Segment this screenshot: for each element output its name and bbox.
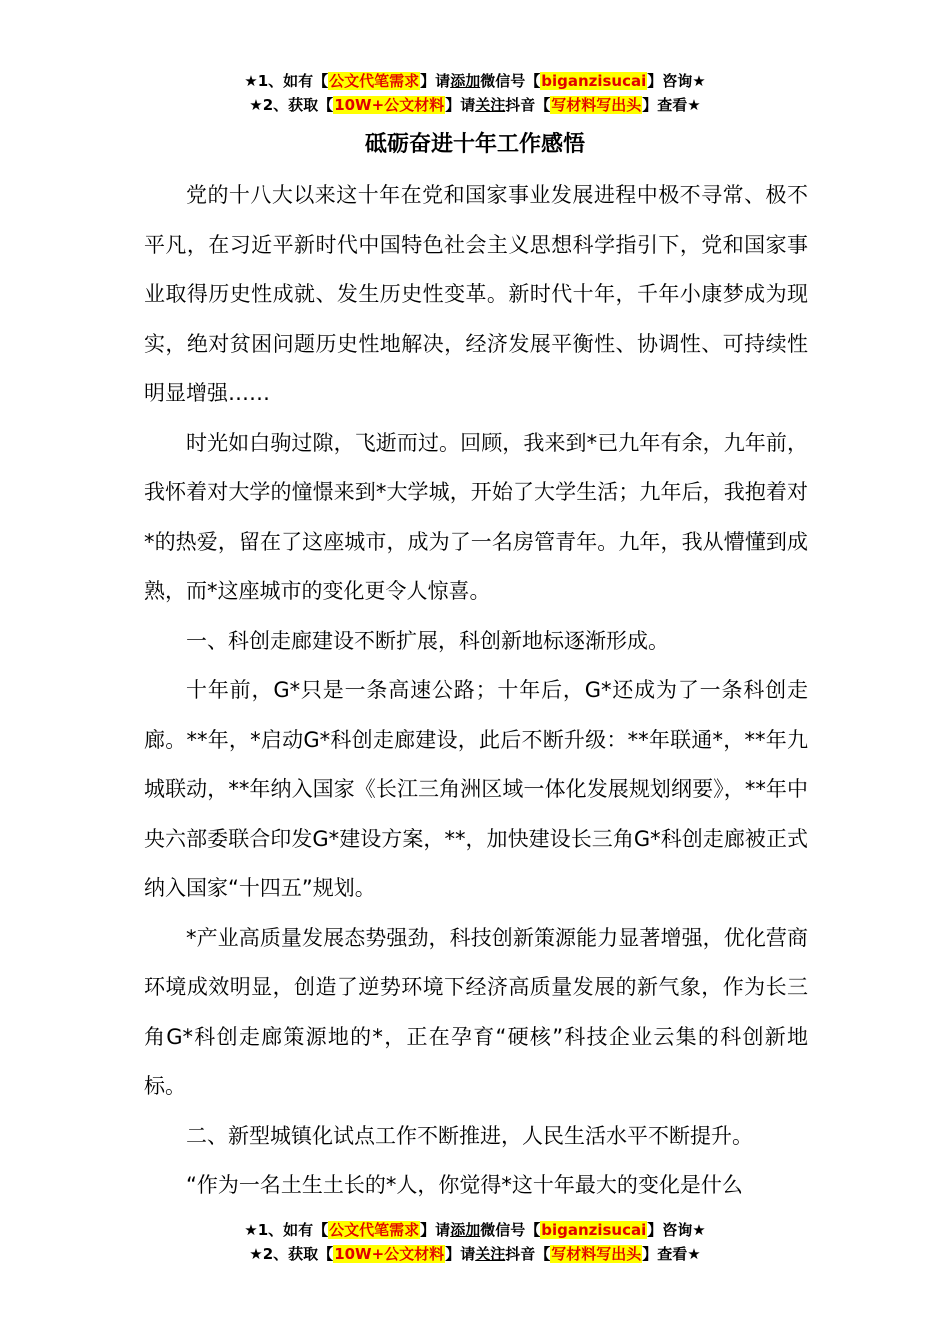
banner-text: 】请 xyxy=(420,72,451,90)
banner-highlight: 10W+公文材料 xyxy=(334,1245,445,1263)
banner-line-2 xyxy=(0,1242,950,1266)
banner-line-1 xyxy=(0,69,950,93)
banner-text: ★1、如有【 xyxy=(244,72,329,90)
banner-highlight: 写材料写出头 xyxy=(551,96,642,114)
banner-text: ★2、获取【 xyxy=(249,1245,334,1263)
header-banner xyxy=(0,69,950,117)
banner-line-1 xyxy=(0,1218,950,1242)
banner-text: 】查看★ xyxy=(642,96,701,114)
banner-text: 微信号【 xyxy=(480,1221,541,1239)
banner-highlight: 10W+公文材料 xyxy=(334,96,445,114)
banner-underlined: 添加 xyxy=(450,72,481,90)
banner-text: 】请 xyxy=(445,1245,476,1263)
banner-line-2 xyxy=(0,93,950,117)
banner-text: 抖音【 xyxy=(505,1245,551,1263)
banner-text: 】咨询★ xyxy=(647,72,706,90)
document-title: 砥砺奋进十年工作感悟 xyxy=(364,132,585,157)
section-heading: 二、新型城镇化试点工作不断推进，人民生活水平不断提升。 xyxy=(186,1123,753,1148)
banner-highlight: 公文代笔需求 xyxy=(329,1221,420,1239)
banner-text: 】请 xyxy=(445,96,476,114)
banner-text: ★1、如有【 xyxy=(244,1221,329,1239)
banner-text: 抖音【 xyxy=(505,96,551,114)
footer-banner xyxy=(0,1218,950,1266)
banner-underlined: 关注 xyxy=(475,1245,506,1263)
banner-highlight: biganzisucai xyxy=(541,72,647,90)
banner-text: 】查看★ xyxy=(642,1245,701,1263)
banner-highlight: 写材料写出头 xyxy=(551,1245,642,1263)
banner-text: 】请 xyxy=(420,1221,451,1239)
banner-text: 】咨询★ xyxy=(647,1221,706,1239)
banner-highlight: 公文代笔需求 xyxy=(329,72,420,90)
paragraph: 党的十八大以来这十年在党和国家事业发展进程中极不寻常、极不平凡，在习近平新时代中国特色社会主义思想科学指引下，党和国家事业取得历史性成就、发生历史性变革。新时代十年，千年小康梦成为现实，绝对贫困问题历史性地解决，经济发展平衡性、协调性、可持续性明显增强…… xyxy=(144,183,808,405)
section-heading: 一、科创走廊建设不断扩展，科创新地标逐渐形成。 xyxy=(186,628,669,653)
paragraph: “作为一名土生土长的*人，你觉得*这十年最大的变化是什么 xyxy=(186,1173,743,1197)
paragraph: 时光如白驹过隙，飞逝而过。回顾，我来到*已九年有余，九年前，我怀着对大学的憧憬来到*大学城，开始了大学生活；九年后，我抱着对*的热爱，留在了这座城市，成为了一名房管青年。九年，我从懵懂到成熟，而*这座城市的变化更令人惊喜。 xyxy=(144,430,808,603)
banner-underlined: 关注 xyxy=(475,96,506,114)
banner-text: 微信号【 xyxy=(480,72,541,90)
banner-highlight: biganzisucai xyxy=(541,1221,647,1239)
paragraph: 十年前，G*只是一条高速公路；十年后，G*还成为了一条科创走廊。**年，*启动G*科创走廊建设，此后不断升级：**年联通*，**年九城联动，**年纳入国家《长江三角洲区域一体化发展规划纲要》，**年中央六部委联合印发G*建设方案，**，加快建设长三角G*科创走廊被正式纳入国家“十四五”规划。 xyxy=(144,678,808,900)
paragraph: *产业高质量发展态势强劲，科技创新策源能力显著增强，优化营商环境成效明显，创造了逆势环境下经济高质量发展的新气象，作为长三角G*科创走廊策源地的*，正在孕育“硬核”科技企业云集的科创新地标。 xyxy=(144,925,808,1098)
banner-text: ★2、获取【 xyxy=(249,96,334,114)
document-body xyxy=(144,171,808,1211)
banner-underlined: 添加 xyxy=(450,1221,481,1239)
